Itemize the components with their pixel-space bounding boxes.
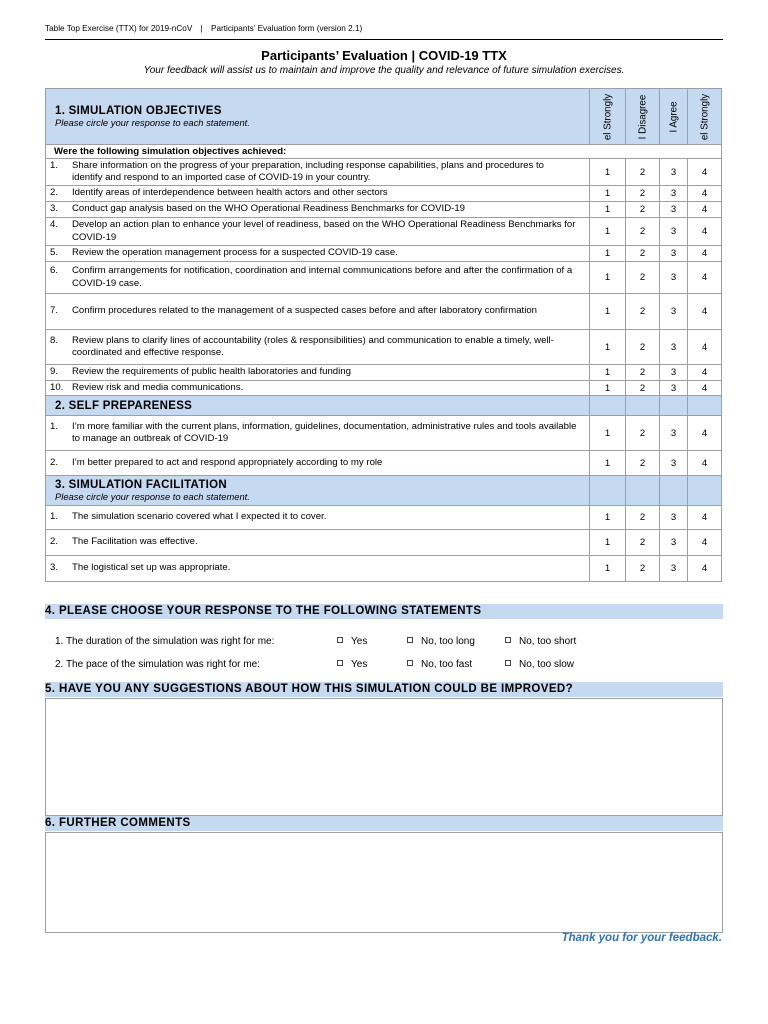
statement-cell — [46, 416, 590, 451]
statement-text: Share information on the progress of your preparation, including response capabilities, plans and procedures to identify and respond to an imported case of COVID-19 in your country. — [72, 159, 544, 183]
rating-option-4[interactable]: 4 — [688, 416, 722, 451]
suggestions-textbox[interactable] — [45, 698, 723, 816]
statement-text: Conduct gap analysis based on the WHO Operational Readiness Benchmarks for COVID-19 — [72, 203, 466, 215]
table-row — [46, 451, 722, 476]
section1-subtitle: Please circle your response to each statement. — [55, 117, 250, 128]
rating-option-2[interactable]: 2 — [626, 506, 660, 530]
rating-option-2[interactable]: 2 — [626, 202, 660, 218]
statement-text: Confirm procedures related to the management of a suspected cases before and after laboratory confirmation — [72, 305, 538, 317]
rating-option-3[interactable]: 3 — [660, 451, 688, 476]
statement-number: 6. — [50, 265, 59, 276]
comments-textbox[interactable] — [45, 832, 723, 933]
pace-yes-option[interactable]: Yes — [337, 659, 367, 670]
rating-option-3[interactable]: 3 — [660, 218, 688, 246]
rating-option-4[interactable]: 4 — [688, 556, 722, 582]
rating-option-3[interactable]: 3 — [660, 556, 688, 582]
section2-header-row — [46, 396, 722, 416]
section3-title: 3. SIMULATION FACILITATION — [55, 479, 227, 491]
statement-number: 3. — [50, 562, 59, 574]
section4-title: 4. PLEASE CHOOSE YOUR RESPONSE TO THE FOLLOWING STATEMENTS — [45, 604, 723, 619]
statement-cell — [46, 530, 590, 556]
rating-option-4[interactable]: 4 — [688, 294, 722, 330]
table-row — [46, 556, 722, 582]
section3-header-row — [46, 476, 722, 506]
checkbox-icon[interactable] — [337, 660, 343, 666]
duration-yes-option[interactable]: Yes — [337, 636, 367, 647]
rating-option-3[interactable]: 3 — [660, 246, 688, 262]
rating-option-2[interactable]: 2 — [626, 246, 660, 262]
statement-cell — [46, 330, 590, 365]
table-row — [46, 416, 722, 451]
rating-option-3[interactable]: 3 — [660, 330, 688, 365]
duration-too-short-option[interactable]: No, too short — [505, 636, 576, 647]
rating-option-4[interactable]: 4 — [688, 218, 722, 246]
statement-text: Identify areas of interdependence between health actors and other sectors — [72, 187, 388, 199]
rating-option-3[interactable]: 3 — [660, 365, 688, 381]
rating-option-2[interactable]: 2 — [626, 381, 660, 396]
rating-option-4[interactable]: 4 — [688, 530, 722, 556]
statement-text: I’m better prepared to act and respond appropriately according to my role — [72, 456, 383, 468]
table-row — [46, 330, 722, 365]
section1-title: 1. SIMULATION OBJECTIVES — [55, 105, 222, 117]
checkbox-icon[interactable] — [505, 637, 511, 643]
statement-text: Review the operation management process for a suspected COVID-19 case. — [72, 247, 398, 259]
question-duration: 1. The duration of the simulation was right for me: — [55, 636, 275, 647]
rating-option-4[interactable]: 4 — [688, 262, 722, 294]
rating-option-1[interactable]: 1 — [590, 506, 626, 530]
statement-text: Develop an action plan to enhance your level of readiness, based on the WHO Operational Readiness Benchmarks for COVID-19 — [72, 219, 576, 243]
statement-number: 4. — [50, 219, 59, 230]
section6-title: 6. FURTHER COMMENTS — [45, 816, 723, 831]
rating-option-2[interactable]: 2 — [626, 365, 660, 381]
statement-text: The Facilitation was effective. — [72, 536, 198, 548]
header-separator: | — [200, 24, 203, 33]
rating-option-4[interactable]: 4 — [688, 186, 722, 202]
page-subtitle: Your feedback will assist us to maintain and improve the quality and relevance of future simulation exercises. — [143, 65, 625, 76]
rating-option-3[interactable]: 3 — [660, 159, 688, 186]
rating-option-1[interactable]: 1 — [590, 294, 626, 330]
statement-cell — [46, 451, 590, 476]
col-strongly-agree: el Strongly — [699, 93, 710, 140]
rating-option-2[interactable]: 2 — [626, 218, 660, 246]
statement-number: 1. — [50, 511, 59, 523]
col-disagree: I Disagree — [637, 94, 648, 139]
statement-number: 1. — [50, 420, 59, 432]
statement-cell — [46, 365, 590, 381]
rating-option-4[interactable]: 4 — [688, 159, 722, 186]
rating-option-1[interactable]: 1 — [590, 365, 626, 381]
thank-you-message: Thank you for your feedback. — [561, 932, 722, 944]
statement-text: Review risk and media communications. — [72, 381, 244, 393]
table-row — [46, 186, 722, 202]
statement-text: Review plans to clarify lines of accountability (roles & responsibilities) and communication to enable a timely, well-coordinated and effective response. — [72, 334, 554, 358]
rating-option-3[interactable]: 3 — [660, 530, 688, 556]
statement-cell — [46, 218, 590, 246]
rating-option-2[interactable]: 2 — [626, 416, 660, 451]
table-row — [46, 530, 722, 556]
page-title: Participants’ Evaluation | COVID-19 TTX — [261, 48, 507, 63]
checkbox-icon[interactable] — [407, 637, 413, 643]
section3-subtitle: Please circle your response to each statement. — [55, 491, 250, 502]
checkbox-icon[interactable] — [505, 660, 511, 666]
checkbox-icon[interactable] — [337, 637, 343, 643]
statement-cell — [46, 262, 590, 294]
statement-number: 10. — [50, 381, 64, 393]
table-row — [46, 262, 722, 294]
statement-text: Review the requirements of public health laboratories and funding — [72, 366, 351, 378]
rating-option-2[interactable]: 2 — [626, 159, 660, 186]
rating-option-1[interactable]: 1 — [590, 556, 626, 582]
table-row — [46, 365, 722, 381]
statement-cell — [46, 294, 590, 330]
duration-too-long-option[interactable]: No, too long — [407, 636, 475, 647]
statement-cell — [46, 506, 590, 530]
rating-option-3[interactable]: 3 — [660, 381, 688, 396]
rating-option-3[interactable]: 3 — [660, 294, 688, 330]
rating-option-4[interactable]: 4 — [688, 506, 722, 530]
evaluation-table — [45, 88, 722, 582]
statement-number: 2. — [50, 187, 59, 199]
question-pace: 2. The pace of the simulation was right for me: — [55, 659, 260, 670]
rating-option-2[interactable]: 2 — [626, 294, 660, 330]
statement-cell — [46, 556, 590, 582]
rating-option-3[interactable]: 3 — [660, 186, 688, 202]
rating-option-2[interactable]: 2 — [626, 186, 660, 202]
statement-number: 1. — [50, 159, 59, 171]
statement-number: 7. — [50, 305, 59, 317]
rating-option-1[interactable]: 1 — [590, 202, 626, 218]
statement-cell — [46, 159, 590, 186]
statement-text: Confirm arrangements for notification, coordination and internal communications before and after the confirmation of a COVID-19 case. — [72, 265, 573, 289]
section1-header-row — [46, 89, 722, 145]
section1-question-row — [46, 145, 722, 159]
rating-option-1[interactable]: 1 — [590, 218, 626, 246]
statement-cell — [46, 186, 590, 202]
rating-option-4[interactable]: 4 — [688, 451, 722, 476]
pace-too-fast-option[interactable]: No, too fast — [407, 659, 472, 670]
checkbox-icon[interactable] — [407, 660, 413, 666]
rating-option-2[interactable]: 2 — [626, 451, 660, 476]
section5-title: 5. HAVE YOU ANY SUGGESTIONS ABOUT HOW THIS SIMULATION COULD BE IMPROVED? — [45, 682, 723, 697]
page-header — [45, 24, 723, 40]
rating-option-1[interactable]: 1 — [590, 381, 626, 396]
rating-option-3[interactable]: 3 — [660, 506, 688, 530]
rating-option-4[interactable]: 4 — [688, 365, 722, 381]
statement-cell — [46, 202, 590, 218]
section2-title: 2. SELF PREPARENESS — [55, 399, 193, 412]
table-row — [46, 159, 722, 186]
rating-option-3[interactable]: 3 — [660, 202, 688, 218]
rating-option-3[interactable]: 3 — [660, 262, 688, 294]
rating-option-1[interactable]: 1 — [590, 186, 626, 202]
rating-option-2[interactable]: 2 — [626, 330, 660, 365]
rating-option-1[interactable]: 1 — [590, 451, 626, 476]
table-row — [46, 506, 722, 530]
header-right: Participants’ Evaluation form (version 2.1) — [211, 24, 363, 33]
rating-option-1[interactable]: 1 — [590, 262, 626, 294]
statement-number: 2. — [50, 536, 59, 548]
section1-question: Were the following simulation objectives achieved: — [46, 145, 722, 159]
rating-option-4[interactable]: 4 — [688, 246, 722, 262]
statement-text: The logistical set up was appropriate. — [72, 562, 231, 574]
rating-option-1[interactable]: 1 — [590, 159, 626, 186]
rating-option-3[interactable]: 3 — [660, 416, 688, 451]
rating-option-1[interactable]: 1 — [590, 416, 626, 451]
statement-number: 8. — [50, 334, 59, 346]
col-agree: I Agree — [668, 100, 679, 133]
statement-number: 3. — [50, 203, 59, 215]
table-row — [46, 202, 722, 218]
statement-cell — [46, 246, 590, 262]
rating-option-2[interactable]: 2 — [626, 530, 660, 556]
pace-too-slow-option[interactable]: No, too slow — [505, 659, 574, 670]
rating-option-1[interactable]: 1 — [590, 330, 626, 365]
statement-text: I’m more familiar with the current plans, information, guidelines, documentation, administrative rules and tools available to manage an outbreak of COVID-19 — [72, 420, 577, 444]
table-row — [46, 246, 722, 262]
statement-text: The simulation scenario covered what I expected it to cover. — [72, 511, 327, 523]
table-row — [46, 218, 722, 246]
statement-number: 2. — [50, 456, 59, 468]
rating-option-1[interactable]: 1 — [590, 530, 626, 556]
col-strongly-disagree: el Strongly — [602, 93, 613, 140]
statement-number: 5. — [50, 247, 59, 259]
rating-option-2[interactable]: 2 — [626, 262, 660, 294]
table-row — [46, 294, 722, 330]
table-row — [46, 381, 722, 396]
rating-option-1[interactable]: 1 — [590, 246, 626, 262]
header-left: Table Top Exercise (TTX) for 2019-nCoV — [45, 24, 193, 33]
rating-option-2[interactable]: 2 — [626, 556, 660, 582]
rating-option-4[interactable]: 4 — [688, 381, 722, 396]
rating-option-4[interactable]: 4 — [688, 330, 722, 365]
statement-cell — [46, 381, 590, 396]
statement-number: 9. — [50, 366, 59, 378]
rating-option-4[interactable]: 4 — [688, 202, 722, 218]
